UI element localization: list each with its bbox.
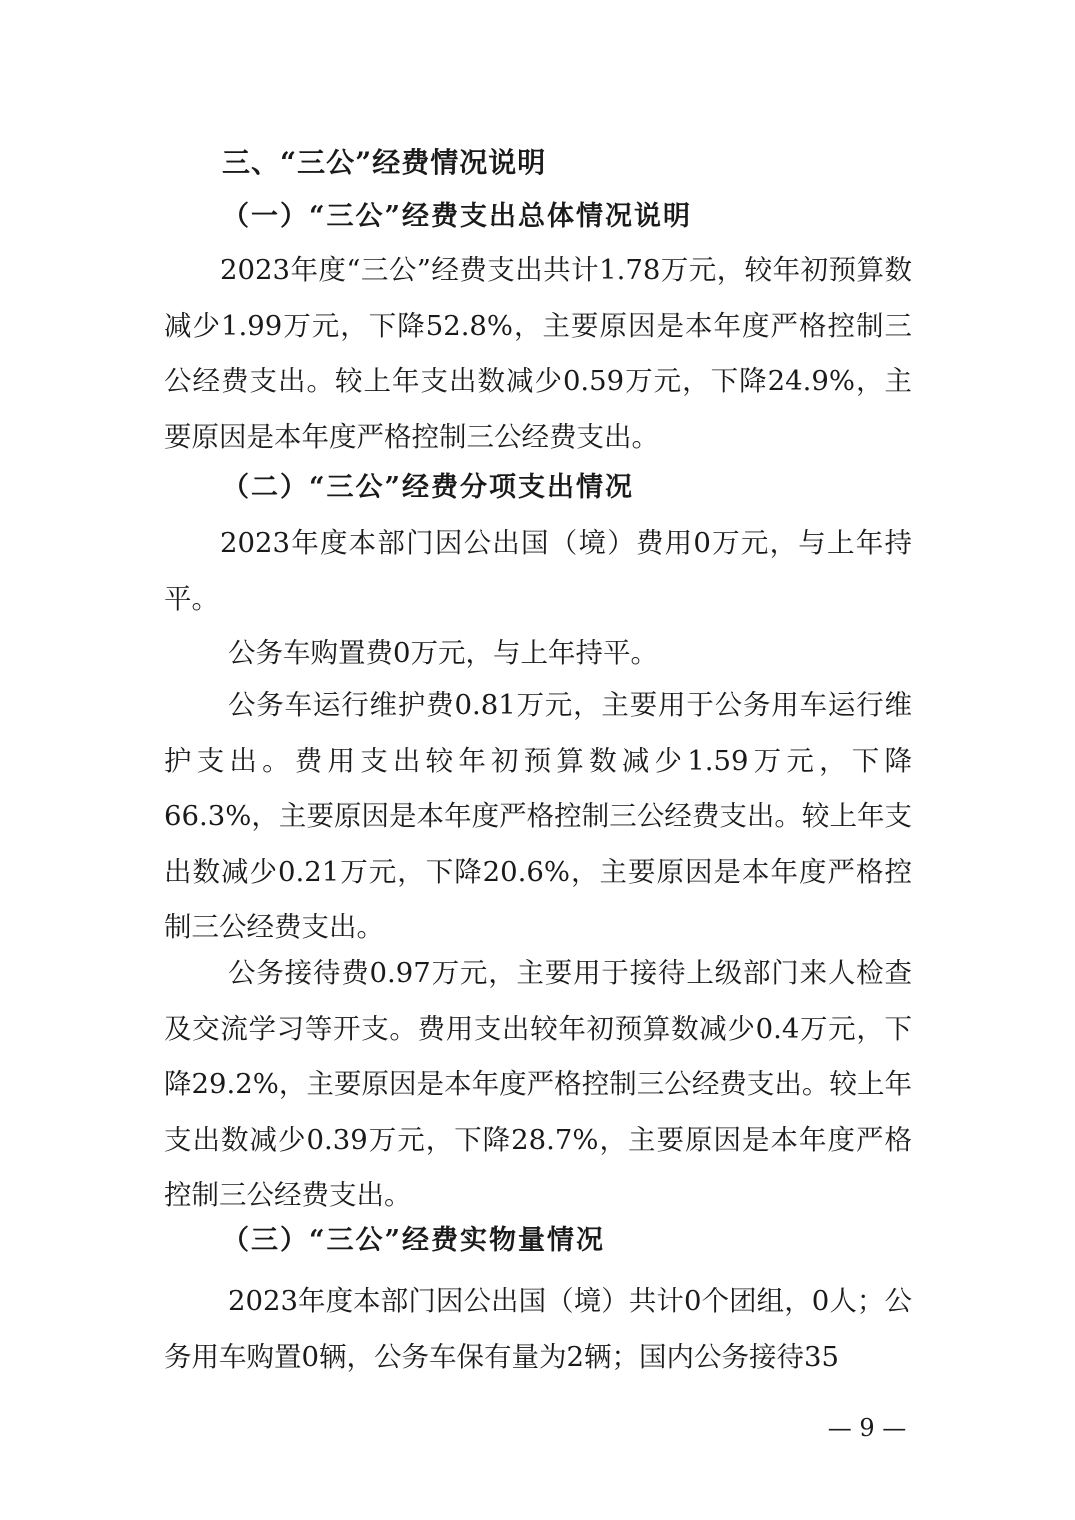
section-title: 三、“三公”经费情况说明 xyxy=(222,146,547,179)
subsection-heading-itemized: （二）“三公”经费分项支出情况 xyxy=(222,472,635,503)
paragraph-overall-spending: 2023年度“三公”经费支出共计1.78万元，较年初预算数减少1.99万元，下降52.8%，主要原因是本年度严格控制三公经费支出。较上年支出数减少0.59万元，下降24.9%，主要原因是本年度严格控制三公经费支出。 xyxy=(164,254,912,453)
paragraph-vehicle-purchase: 公务车购置费0万元，与上年持平。 xyxy=(228,637,658,669)
paragraph-overseas-travel: 2023年度本部门因公出国（境）费用0万元，与上年持平。 xyxy=(164,527,912,615)
subsection-heading-physical: （三）“三公”经费实物量情况 xyxy=(222,1225,606,1256)
page-number: — 9 — xyxy=(827,1414,907,1442)
paragraph-vehicle-maintenance: 公务车运行维护费0.81万元，主要用于公务用车运行维护支出。费用支出较年初预算数减少1.59万元，下降66.3%，主要原因是本年度严格控制三公经费支出。较上年支出数减少0.21万元，下降20.6%，主要原因是本年度严格控制三公经费支出。 xyxy=(164,689,912,943)
subsection-heading-overall: （一）“三公”经费支出总体情况说明 xyxy=(222,201,693,232)
paragraph-official-reception: 公务接待费0.97万元，主要用于接待上级部门来人检查及交流学习等开支。费用支出较年初预算数减少0.4万元，下降29.2%，主要原因是本年度严格控制三公经费支出。较上年支出数减少0.39万元，下降28.7%，主要原因是本年度严格控制三公经费支出。 xyxy=(164,957,912,1211)
paragraph-physical-quantity: 2023年度本部门因公出国（境）共计0个团组，0人；公务用车购置0辆，公务车保有量为2辆；国内公务接待35 xyxy=(164,1285,912,1373)
